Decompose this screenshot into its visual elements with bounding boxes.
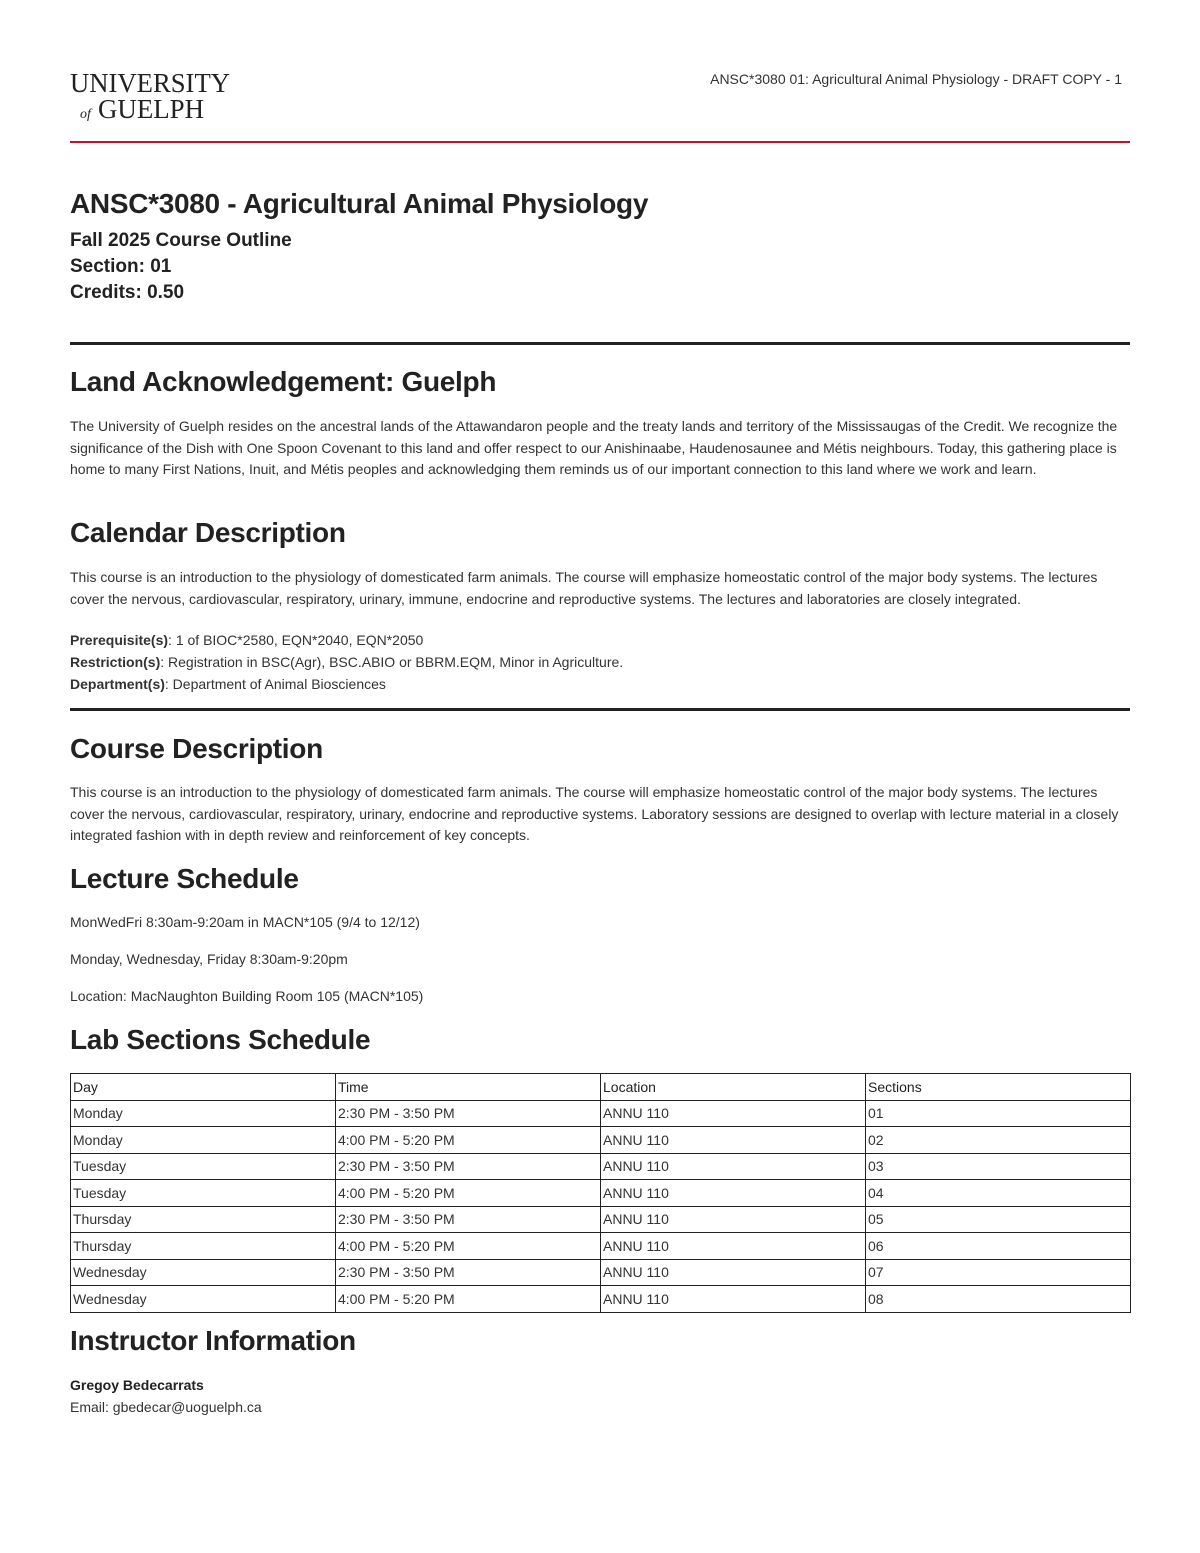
- instructor-information-heading: Instructor Information: [70, 1325, 356, 1356]
- table-row: [71, 1206, 1131, 1233]
- cell-section: 07: [866, 1259, 1131, 1286]
- course-description-heading: Course Description: [70, 733, 323, 764]
- cell-day: Wednesday: [71, 1259, 336, 1286]
- logo-line1: UNIVERSITY: [70, 70, 230, 98]
- cell-section: 08: [866, 1286, 1131, 1313]
- course-credits: Credits: 0.50: [70, 282, 185, 303]
- cell-location: ANNU 110: [601, 1286, 866, 1313]
- prerequisites: [70, 632, 423, 648]
- cell-section: 04: [866, 1180, 1131, 1207]
- cell-time: 2:30 PM - 3:50 PM: [336, 1206, 601, 1233]
- cell-time: 2:30 PM - 3:50 PM: [336, 1259, 601, 1286]
- table-row: [71, 1233, 1131, 1260]
- course-meta: [70, 228, 292, 306]
- restrictions: [70, 654, 623, 670]
- table-row: [71, 1100, 1131, 1127]
- cell-section: 01: [866, 1100, 1131, 1127]
- cell-day: Thursday: [71, 1233, 336, 1260]
- column-header-sections: Sections: [866, 1074, 1131, 1101]
- document-header-label: ANSC*3080 01: Agricultural Animal Physiology - DRAFT COPY - 1: [710, 71, 1122, 87]
- column-header-time: Time: [336, 1074, 601, 1101]
- cell-section: 02: [866, 1127, 1131, 1154]
- departments: [70, 676, 386, 692]
- calendar-description-heading: Calendar Description: [70, 517, 346, 548]
- logo-of: of: [80, 107, 91, 122]
- prerequisites-value: : 1 of BIOC*2580, EQN*2040, EQN*2050: [168, 632, 424, 648]
- cell-location: ANNU 110: [601, 1100, 866, 1127]
- lecture-schedule-line: Monday, Wednesday, Friday 8:30am-9:20pm: [70, 951, 348, 967]
- cell-time: 4:00 PM - 5:20 PM: [336, 1233, 601, 1260]
- cell-location: ANNU 110: [601, 1180, 866, 1207]
- header-divider: [70, 141, 1130, 143]
- column-header-location: Location: [601, 1074, 866, 1101]
- cell-day: Monday: [71, 1100, 336, 1127]
- table-row: [71, 1286, 1131, 1313]
- prerequisites-label: Prerequisite(s): [70, 632, 169, 648]
- cell-time: 2:30 PM - 3:50 PM: [336, 1100, 601, 1127]
- lab-sections-table: [70, 1073, 1131, 1313]
- instructor-name: Gregoy Bedecarrats: [70, 1377, 204, 1393]
- lecture-schedule-line: MonWedFri 8:30am-9:20am in MACN*105 (9/4 to 12/12): [70, 914, 420, 930]
- course-description-text: This course is an introduction to the physiology of domesticated farm animals. The course will emphasize homeostatic control of the major body systems. The lectures cover the nervous, cardiovascular, respiratory, urinary, endocrine and reproductive systems. Laboratory sessions are designed to overlap with lecture material in a closely integrated fashion with in depth review and reinforcement of key concepts.: [70, 784, 1119, 843]
- cell-day: Tuesday: [71, 1153, 336, 1180]
- course-title: ANSC*3080 - Agricultural Animal Physiology: [70, 188, 649, 219]
- cell-section: 03: [866, 1153, 1131, 1180]
- table-row: [71, 1127, 1131, 1154]
- cell-time: 4:00 PM - 5:20 PM: [336, 1286, 601, 1313]
- cell-day: Thursday: [71, 1206, 336, 1233]
- cell-location: ANNU 110: [601, 1127, 866, 1154]
- restrictions-value: : Registration in BSC(Agr), BSC.ABIO or BBRM.EQM, Minor in Agriculture.: [160, 654, 624, 670]
- logo-line2: GUELPH: [98, 94, 204, 122]
- section-divider: [70, 342, 1130, 345]
- course-outline-term: Fall 2025 Course Outline: [70, 230, 292, 251]
- land-acknowledgement-heading: Land Acknowledgement: Guelph: [70, 366, 497, 397]
- restrictions-label: Restriction(s): [70, 654, 161, 670]
- table-header-row: [71, 1074, 1131, 1101]
- departments-value: : Department of Animal Biosciences: [164, 676, 386, 692]
- cell-time: 4:00 PM - 5:20 PM: [336, 1180, 601, 1207]
- cell-day: Tuesday: [71, 1180, 336, 1207]
- lab-sections-heading: Lab Sections Schedule: [70, 1024, 371, 1055]
- course-section: Section: 01: [70, 256, 172, 277]
- cell-day: Wednesday: [71, 1286, 336, 1313]
- cell-section: 06: [866, 1233, 1131, 1260]
- lecture-location: Location: MacNaughton Building Room 105 (MACN*105): [70, 988, 424, 1004]
- cell-location: ANNU 110: [601, 1153, 866, 1180]
- calendar-description-text: This course is an introduction to the physiology of domesticated farm animals. The course will emphasize homeostatic control of the major body systems. The lectures cover the nervous, cardiovascular, respiratory, urinary, immune, endocrine and reproductive systems. The lectures and laboratories are closely integrated.: [70, 569, 1098, 607]
- cell-day: Monday: [71, 1127, 336, 1154]
- cell-location: ANNU 110: [601, 1233, 866, 1260]
- university-of-guelph-logo: [70, 70, 232, 122]
- cell-location: ANNU 110: [601, 1259, 866, 1286]
- cell-location: ANNU 110: [601, 1206, 866, 1233]
- section-divider: [70, 708, 1130, 711]
- departments-label: Department(s): [70, 676, 165, 692]
- instructor-email: Email: gbedecar@uoguelph.ca: [70, 1399, 262, 1415]
- table-row: [71, 1153, 1131, 1180]
- lecture-schedule-heading: Lecture Schedule: [70, 863, 299, 894]
- cell-time: 2:30 PM - 3:50 PM: [336, 1153, 601, 1180]
- land-acknowledgement-text: The University of Guelph resides on the ancestral lands of the Attawandaron people and the treaty lands and territory of the Mississaugas of the Credit. We recognize the significance of the Dish with One Spoon Covenant to this land and offer respect to our Anishinaabe, Haudenosaunee and Métis neighbours. Today, this gathering place is home to many First Nations, Inuit, and Métis peoples and acknowledging them reminds us of our important connection to this land where we work and learn.: [70, 418, 1118, 477]
- table-row: [71, 1259, 1131, 1286]
- cell-time: 4:00 PM - 5:20 PM: [336, 1127, 601, 1154]
- table-row: [71, 1180, 1131, 1207]
- column-header-day: Day: [71, 1074, 336, 1101]
- cell-section: 05: [866, 1206, 1131, 1233]
